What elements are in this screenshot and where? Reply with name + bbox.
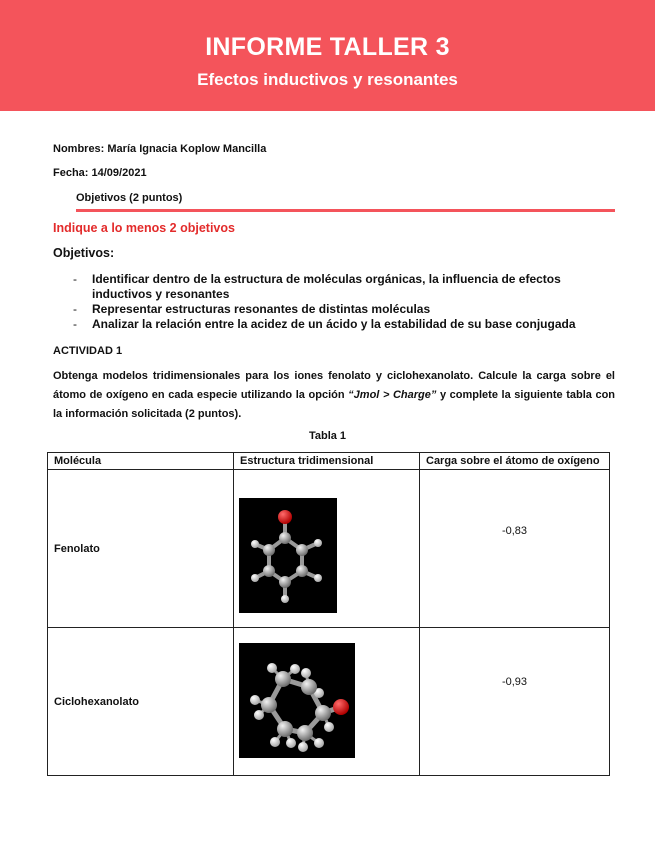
objectives-title: Objetivos: [53,246,115,260]
objectives-heading: Objetivos (2 puntos) [76,192,183,204]
header-structure: Estructura tridimensional [234,453,420,470]
table-header-row [48,453,610,470]
student-names: Nombres: María Ignacia Koplow Mancilla [53,143,267,155]
instruction-text: Indique a lo menos 2 objetivos [53,221,235,235]
structure-cell [234,628,420,776]
table-row [48,470,610,628]
objective-item: - Analizar la relación entre la acidez de un ácido y la estabilidad de su base conjugada [73,317,576,331]
report-date: Fecha: 14/09/2021 [53,167,147,179]
heading-underline [76,209,615,212]
structure-cell [234,470,420,628]
objectives-list [58,272,618,332]
header-banner [0,0,655,111]
results-table [47,452,610,776]
oxygen-charge-value: -0,93 [420,628,610,776]
oxygen-charge-value: -0,83 [420,470,610,628]
activity-title: ACTIVIDAD 1 [53,345,123,357]
report-subtitle: Efectos inductivos y resonantes [197,70,458,89]
phenolate-3d-model-icon [239,498,337,613]
cyclohexanolate-3d-model-icon [239,643,355,758]
molecule-name: Fenolato [48,470,234,628]
table-row [48,628,610,776]
objective-item: - Representar estructuras resonantes de distintas moléculas [73,302,431,316]
molecule-name: Ciclohexanolato [48,628,234,776]
header-molecule: Molécula [48,453,234,470]
table-caption: Tabla 1 [308,430,347,442]
report-title: INFORME TALLER 3 [205,33,450,61]
header-charge: Carga sobre el átomo de oxígeno [420,453,610,470]
activity-instructions: Obtenga modelos tridimensionales para los iones fenolato y ciclohexanolato. Calcule la carga sobre el átomo de oxígeno en cada especie utilizando la opción “Jmol > Charge” y complete la siguiente tabla con la información solicitada (2 puntos). [53,370,616,420]
objective-item: - Identificar dentro de la estructura de moléculas orgánicas, la influencia de efectos inductivos y resonantes [73,272,561,301]
